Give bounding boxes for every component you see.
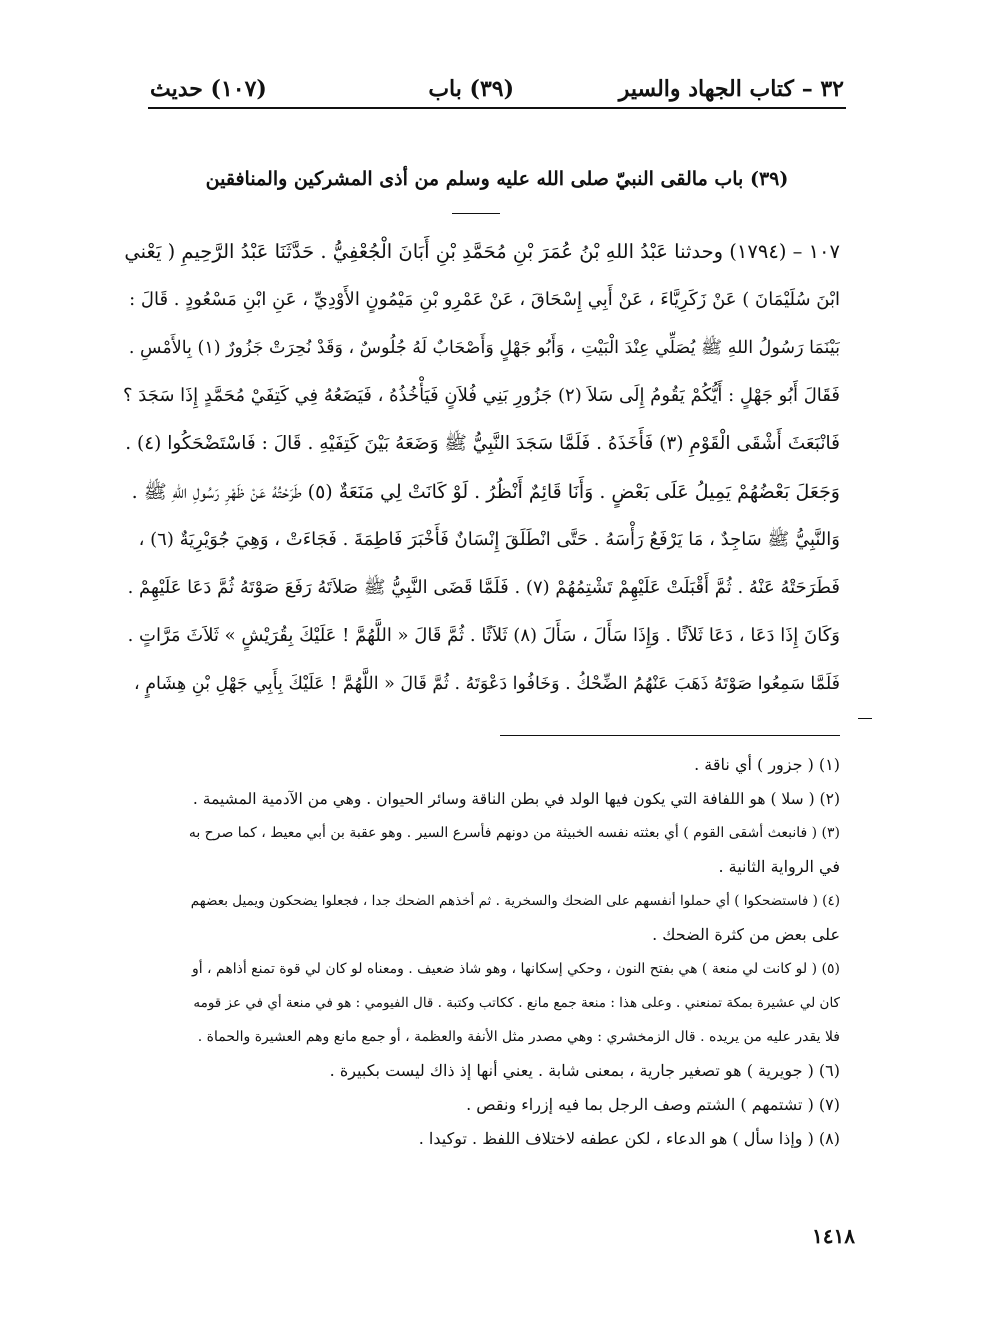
hadith-line: وَالنَّبِيُّ ﷺ سَاجِدٌ ، مَا يَرْفَعُ رَأْسَهُ . حَتَّى انْطَلَقَ إِنْسَانٌ فَأَخْبَرَ فَاطِمَةَ . فَجَاءَتْ ، وَهِيَ جُوَيْرِيَةٌ (٦) ، (138, 529, 840, 550)
footnote-line: (٤) ( فاستضحكوا ) أي حملوا أنفسهم على الضحك والسخرية . ثم أخذهم الضحك جدا ، فجعلوا يضحكون ويميل بعضهم (190, 893, 840, 909)
chapter-title-underline (452, 213, 500, 214)
hadith-line: فَقَالَ أَبُو جَهْلٍ : أَيُّكُمْ يَقُومُ إِلَى سَلاَ (٢) جَزُورِ بَنِي فُلاَنٍ فَيَأْخُذُهُ ، فَيَضَعُهُ فِي كَتِفَيْ مُحَمَّدٍ إِذَا سَجَدَ ؟ (123, 385, 840, 406)
header-hadith-ref: (١٠٧) حديث (150, 76, 267, 102)
continuation-dash (858, 718, 872, 719)
hadith-line: فَانْبَعَثَ أَشْقَى الْقَوْمِ (٣) فَأَخَذَهُ . فَلَمَّا سَجَدَ النَّبِيُّ ﷺ وَضَعَهُ بَيْنَ كَتِفَيْهِ . قَالَ : فَاسْتَضْحَكُوا (٤) . (125, 433, 840, 454)
footnote-line: كان لي عشيرة بمكة تمنعني . وعلى هذا : منعة جمع مانع . ككاتب وكتبة . قال الفيومي : هو في منعة أي في عز قومه (193, 995, 840, 1011)
header-chapter-ref: (٣٩) باب (428, 76, 514, 102)
footnote-line: (٢) ( سلا ) هو اللفافة التي يكون فيها الولد في بطن الناقة وسائر الحيوان . وهي من الآدمية المشيمة . (192, 790, 840, 808)
hadith-line: وَكَانَ إِذَا دَعَا ، دَعَا ثَلاَثًا . وَإِذَا سَأَلَ ، سَأَلَ (٨) ثَلاَثًا . ثُمَّ قَالَ « اللَّهُمَّ ! عَلَيْكَ بِقُرَيْشٍ » ثَلاَثَ مَرَّاتٍ . (127, 625, 840, 646)
footnote-line: في الرواية الثانية . (718, 857, 840, 876)
running-header (150, 72, 844, 108)
footnote-line: فلا يقدر عليه من يريده . قال الزمخشري : وهي مصدر مثل الأنفة والعظمة ، أو جمع مانع وهم العشيرة والحماة . (197, 1029, 840, 1045)
hadith-line: ١٠٧ – (١٧٩٤) وحدثنا عَبْدُ اللهِ بْنُ عُمَرَ بْنِ مُحَمَّدِ بْنِ أَبَانَ الْجُعْفِيُّ . حَدَّثَنَا عَبْدُ الرَّحِيمِ ( يَعْني (124, 240, 840, 263)
footnote-line: (٦) ( جويرية ) هو تصغير جارية ، بمعنى شابة . يعني أنها إذ ذاك ليست بكبيرة . (329, 1061, 840, 1080)
footnote-line: (٣) ( فانبعث أشقى القوم ) أي بعثته نفسه الخبيثة من دونهم فأسرع السير . وهو عقبة بن أبي معيط ، كما صرح به (188, 825, 840, 841)
footnote-line: (٨) ( وإذا سأل ) هو الدعاء ، لكن عطفه لاختلاف اللفظ . توكيدا . (418, 1129, 840, 1148)
footnotes (180, 748, 840, 1156)
hadith-line: فَلَمَّا سَمِعُوا صَوْتَهُ ذَهَبَ عَنْهُمُ الضِّحْكُ . وَخَافُوا دَعْوَتَهُ . ثُمَّ قَالَ « اللَّهُمَّ ! عَلَيْكَ بِأَبِي جَهْلِ بْنِ هِشَامٍ ، (134, 674, 840, 694)
header-book-title: ٣٢ – كتاب الجهاد والسير (618, 76, 844, 102)
hadith-line: بَيْنَمَا رَسُولُ اللهِ ﷺ يُصَلِّي عِنْدَ الْبَيْتِ ، وَأَبُو جَهْلٍ وَأَصْحَابٌ لَهُ جُلُوسٌ ، وَقَدْ نُحِرَتْ جَزُورٌ (١) بِالأَمْسِ . (128, 338, 840, 358)
footnote-line: على بعض من كثرة الضحك . (652, 925, 840, 944)
footnote-separator (500, 735, 840, 736)
hadith-line: وَجَعَلَ بَعْضُهُمْ يَمِيلُ عَلَى بَعْضٍ . وَأَنَا قَائِمٌ أَنْظُرُ . لَوْ كَانَتْ لِي مَنَعَةٌ (٥) طَرَحْتُهُ عَنْ ظَهْرِ رَسُولِ اللهِ ﷺ . (131, 481, 840, 503)
chapter-title: (٣٩) باب مالقى النبيّ صلى الله عليه وسلم من أذى المشركين والمنافقين (205, 168, 789, 190)
footnote-line: (١) ( جزور ) أي ناقة . (694, 755, 840, 774)
header-rule (148, 107, 846, 109)
hadith-line: فَطَرَحَتْهُ عَنْهُ . ثُمَّ أَقْبَلَتْ عَلَيْهِمْ تَشْتِمُهُمْ (٧) . فَلَمَّا قَضَى النَّبِيُّ ﷺ صَلاَتَهُ رَفَعَ صَوْتَهُ ثُمَّ دَعَا عَلَيْهِمْ . (127, 577, 840, 598)
page-number: ١٤١٨ (812, 1224, 855, 1248)
hadith-line: ابْنَ سُلَيْمَانَ ) عَنْ زَكَرِيَّاءَ ، عَنْ أَبِي إِسْحَاقَ ، عَنْ عَمْرِو بْنِ مَيْمُونٍ الأَوْدِيِّ ، عَنِ ابْنِ مَسْعُودٍ . قَالَ : (129, 289, 840, 310)
footnote-line: (٧) ( تشتمهم ) الشتم وصف الرجل بما فيه إزراء ونقص . (466, 1095, 840, 1114)
hadith-text (120, 228, 840, 708)
footnote-line: (٥) ( لو كانت لي منعة ) هي بفتح النون ، وحكي إسكانها ، وهو شاذ ضعيف . ومعناه لو كان لي قوة تمنع أذاهم ، أو (191, 961, 840, 977)
